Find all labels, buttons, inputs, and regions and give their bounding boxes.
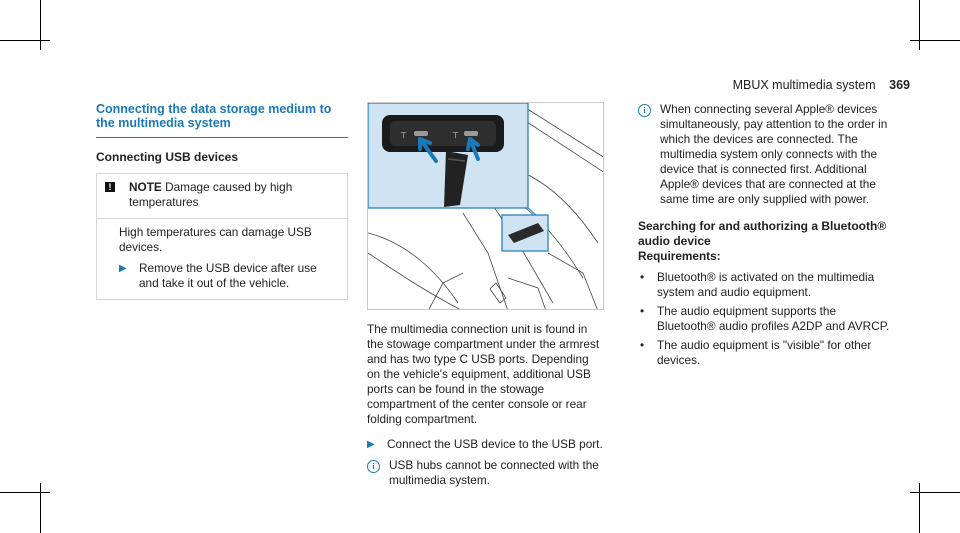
section-title: Connecting the data storage medium to the multimedia system [96, 102, 348, 138]
svg-text:⊤: ⊤ [452, 131, 459, 140]
usb-port-2 [464, 131, 478, 136]
note-body [97, 219, 347, 299]
triangle-right-icon: ▶ [367, 439, 375, 450]
list-item-text: The audio equipment supports the Bluetooth® audio profiles A2DP and AVRCP. [657, 304, 890, 333]
info-circle-icon: i [367, 460, 380, 473]
triangle-right-icon: ▶ [119, 263, 127, 274]
requirements-list [638, 270, 893, 368]
note-label: NOTE [129, 180, 162, 194]
list-item-text: The audio equipment is "visible" for other devices. [657, 338, 872, 367]
note-text: High temperatures can damage USB devices. [119, 225, 312, 254]
right-column [638, 102, 893, 368]
exclamation-icon: ! [105, 182, 115, 192]
note-title [129, 180, 339, 210]
crop-mark [40, 0, 41, 50]
info-circle-icon: i [638, 104, 651, 117]
note-title-text: Damage caused by high temperatures [129, 180, 293, 209]
crop-mark [919, 483, 920, 533]
header-title: MBUX multimedia system [732, 78, 876, 92]
requirements-label: Requirements: [638, 249, 721, 263]
apple-devices-info-text: When connecting several Apple® devices simultaneously, pay attention to the order in which the devices are connected. The multimedia system only connects with the device that is connected first. Additional Apple® devices that are connected at the same time are only supplied with power. [660, 102, 888, 206]
crop-mark [910, 492, 960, 493]
note-step [119, 261, 339, 291]
connect-step-text: Connect the USB device to the USB port. [387, 437, 603, 451]
note-box [96, 173, 348, 300]
crop-mark [0, 492, 50, 493]
page-header [733, 78, 910, 92]
list-item [638, 304, 893, 334]
apple-devices-info [638, 102, 893, 207]
crop-mark [919, 0, 920, 50]
note-step-text: Remove the USB device after use and take it out of the vehicle. [139, 261, 317, 290]
svg-text:⊤: ⊤ [400, 131, 407, 140]
usb-hub-info-text: USB hubs cannot be connected with the multimedia system. [389, 458, 599, 487]
bullet-dot: • [640, 270, 645, 284]
crop-mark [910, 40, 960, 41]
list-item-text: Bluetooth® is activated on the multimedia system and audio equipment. [657, 270, 875, 299]
list-item [638, 338, 893, 368]
bluetooth-subheading: Searching for and authorizing a Bluetooth® audio device [638, 219, 887, 248]
page-number: 369 [889, 78, 910, 92]
middle-column [367, 322, 604, 488]
subheading-usb: Connecting USB devices [96, 150, 239, 164]
crop-mark [40, 483, 41, 533]
bullet-dot: • [640, 338, 645, 352]
bullet-dot: • [640, 304, 645, 318]
connect-step [367, 437, 604, 452]
note-header [97, 174, 347, 219]
connection-unit-paragraph: The multimedia connection unit is found in the stowage compartment under the armrest and has two type C USB ports. Depending on the vehicle's equipment, additional USB ports can be found in the stowage compartment of the center console or rear folding compartment. [367, 322, 600, 426]
usb-hub-info [367, 458, 604, 488]
list-item [638, 270, 893, 300]
console-illustration [368, 103, 604, 310]
crop-mark [0, 40, 50, 41]
usb-port-figure [367, 102, 604, 310]
usb-port-1 [414, 131, 428, 136]
left-column [96, 102, 348, 300]
